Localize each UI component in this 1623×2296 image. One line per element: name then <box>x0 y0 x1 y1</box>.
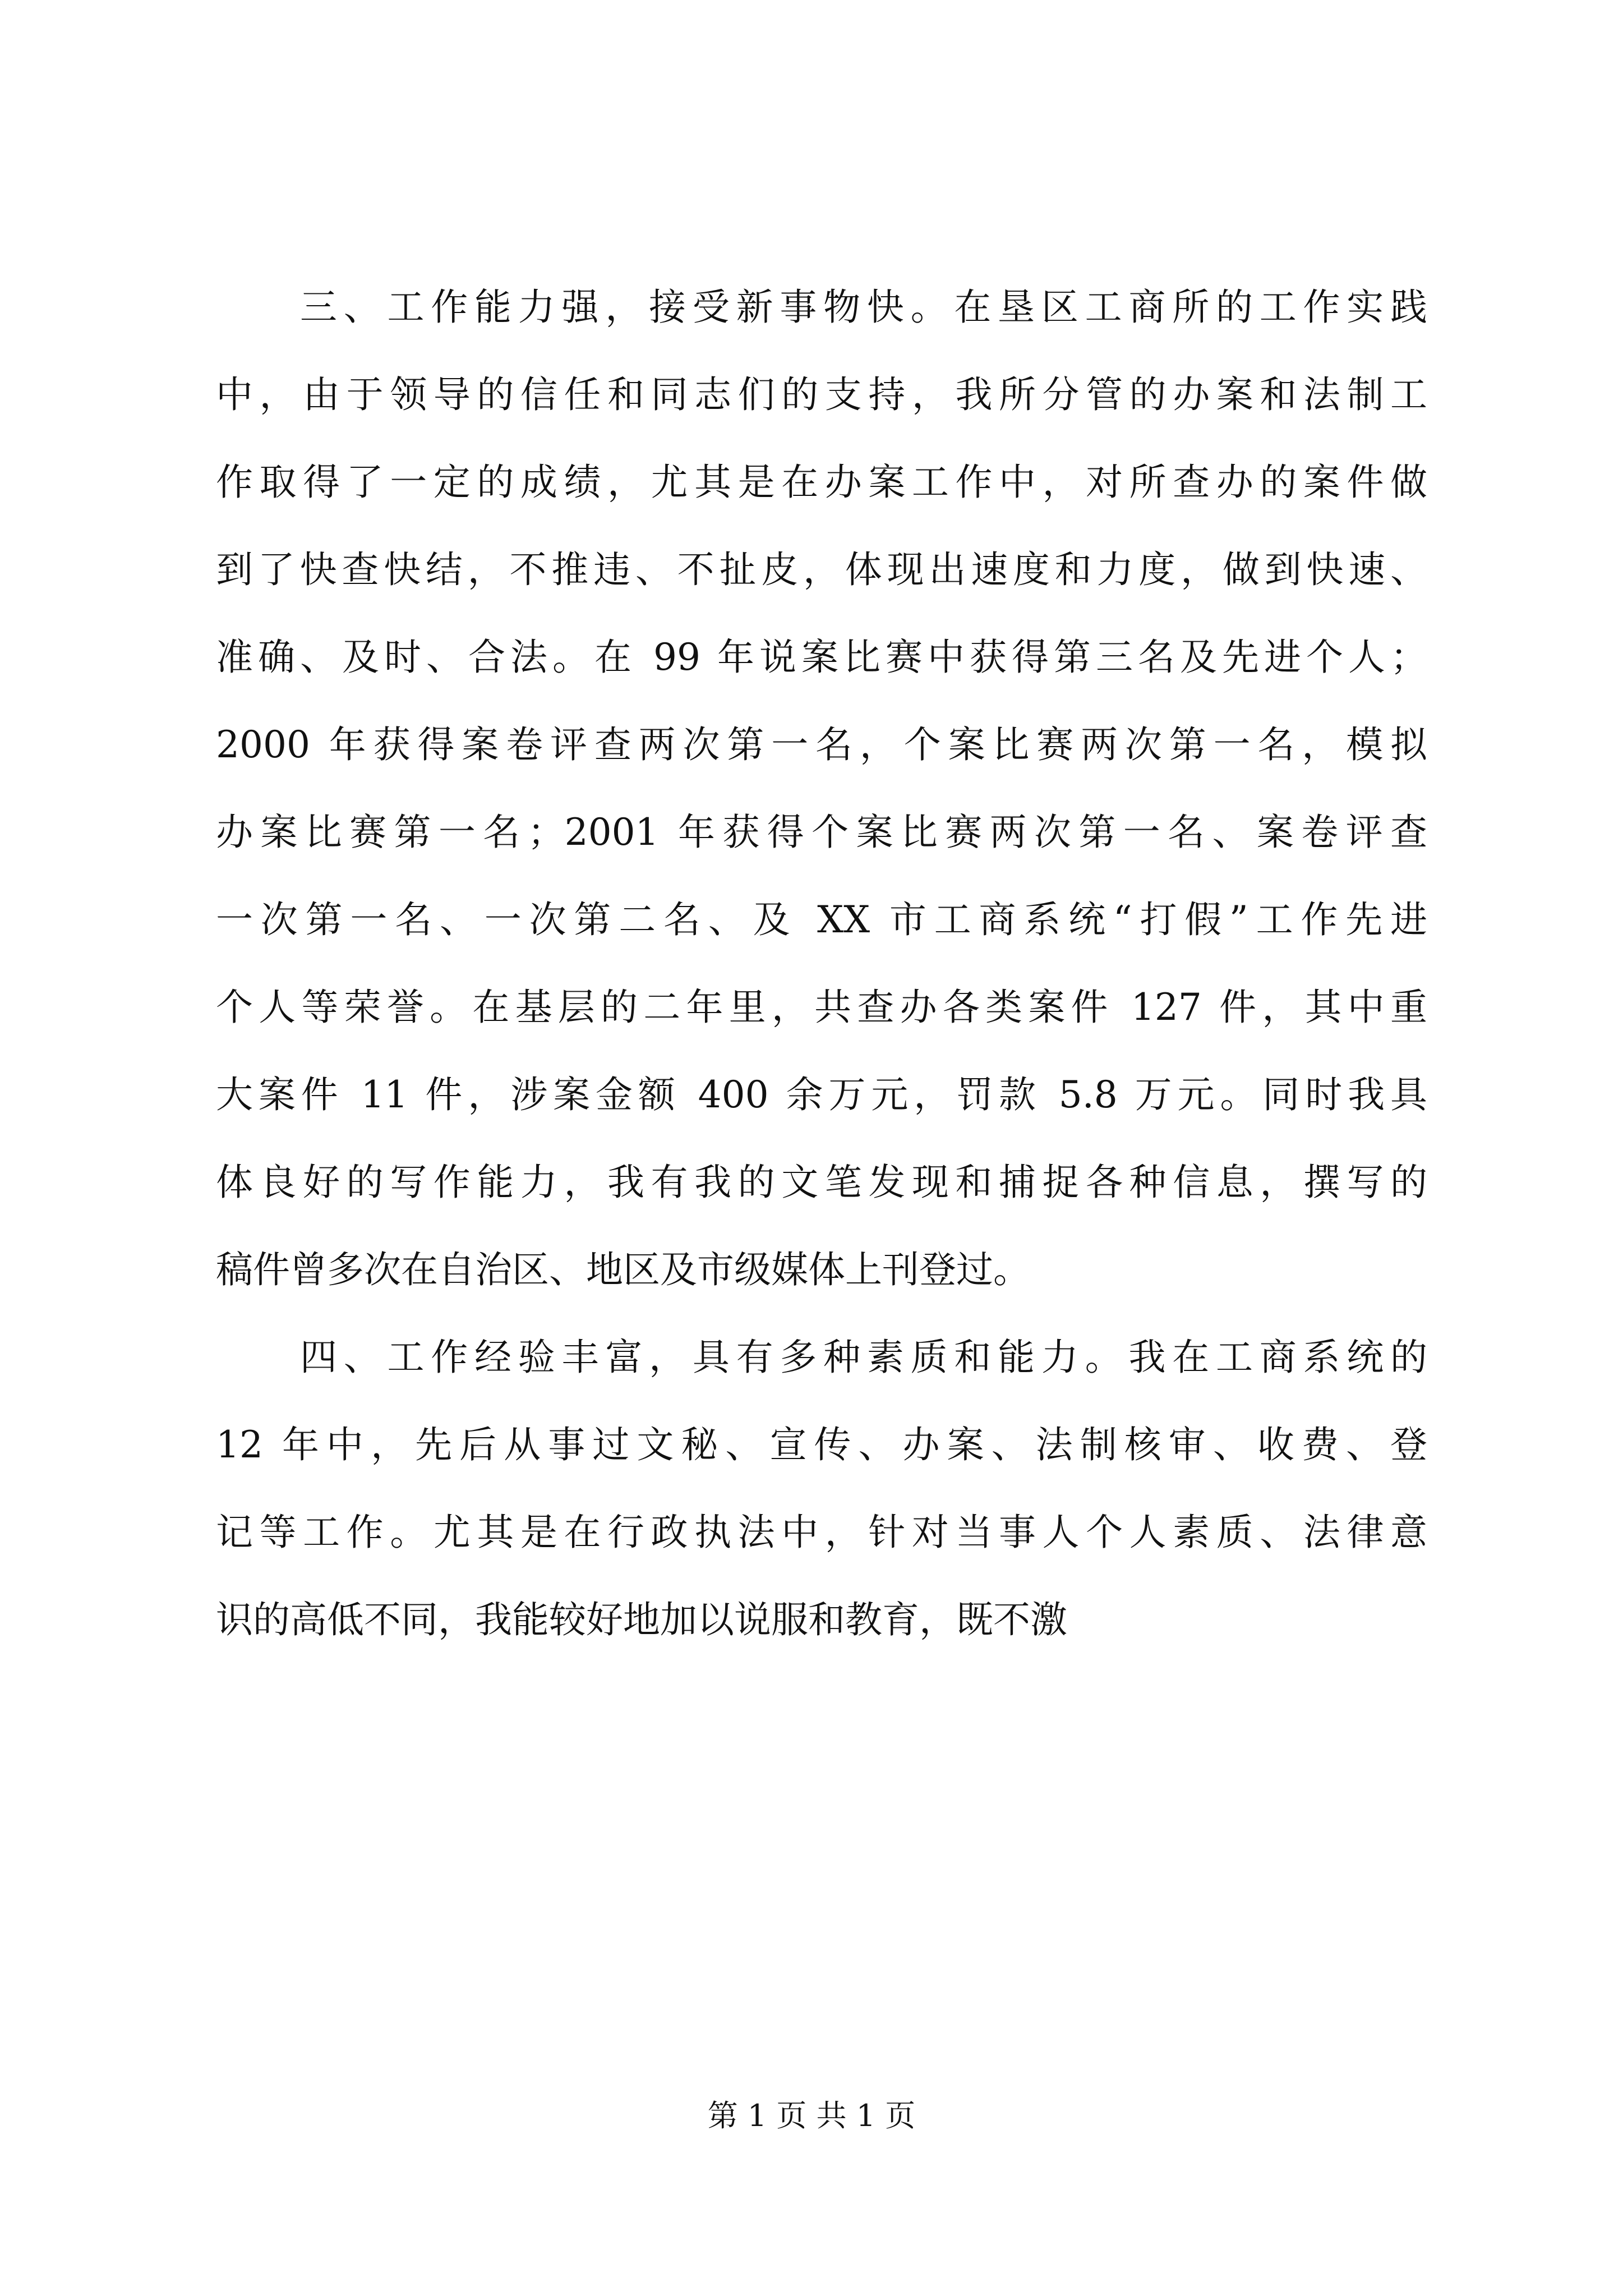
paragraph-line: 作取得了一定的成绩，尤其是在办案工作中，对所查办的案件做 <box>216 461 1427 504</box>
paragraph-line: 稿件曾多次在自治区、地区及市级媒体上刊登过。 <box>216 1248 1030 1291</box>
paragraph-line: 准确、及时、合法。在 99 年说案比赛中获得第三名及先进个人； <box>216 636 1427 679</box>
paragraph-line: 记等工作。尤其是在行政执法中，针对当事人个人素质、法律意 <box>216 1511 1427 1554</box>
paragraph-line: 一次第一名、一次第二名、及 XX 市工商系统“打假”工作先进 <box>216 898 1427 941</box>
paragraph-work-experience <box>216 1314 1427 1664</box>
page-number-footer: 第 1 页 共 1 页 <box>707 2098 916 2133</box>
paragraph-line: 四、工作经验丰富，具有多种素质和能力。我在工商系统的 <box>300 1336 1427 1379</box>
paragraph-line: 大案件 11 件，涉案金额 400 余万元，罚款 5.8 万元。同时我具 <box>216 1073 1427 1116</box>
paragraph-line: 2000 年获得案卷评查两次第一名，个案比赛两次第一名，模拟 <box>216 723 1427 766</box>
document-body <box>216 264 1427 1664</box>
paragraph-line: 体良好的写作能力，我有我的文笔发现和捕捉各种信息，撰写的 <box>216 1161 1427 1204</box>
paragraph-line: 三、工作能力强，接受新事物快。在垦区工商所的工作实践 <box>300 286 1427 329</box>
paragraph-line: 12 年中，先后从事过文秘、宣传、办案、法制核审、收费、登 <box>216 1423 1427 1466</box>
paragraph-line: 识的高低不同，我能较好地加以说服和教育，既不激 <box>216 1598 1067 1641</box>
paragraph-line: 中，由于领导的信任和同志们的支持，我所分管的办案和法制工 <box>216 373 1427 416</box>
paragraph-line: 到了快查快结，不推违、不扯皮，体现出速度和力度，做到快速、 <box>216 548 1427 591</box>
paragraph-line: 个人等荣誉。在基层的二年里，共查办各类案件 127 件，其中重 <box>216 986 1427 1029</box>
paragraph-line: 办案比赛第一名；2001 年获得个案比赛两次第一名、案卷评查 <box>216 811 1427 854</box>
paragraph-work-ability <box>216 264 1427 1314</box>
